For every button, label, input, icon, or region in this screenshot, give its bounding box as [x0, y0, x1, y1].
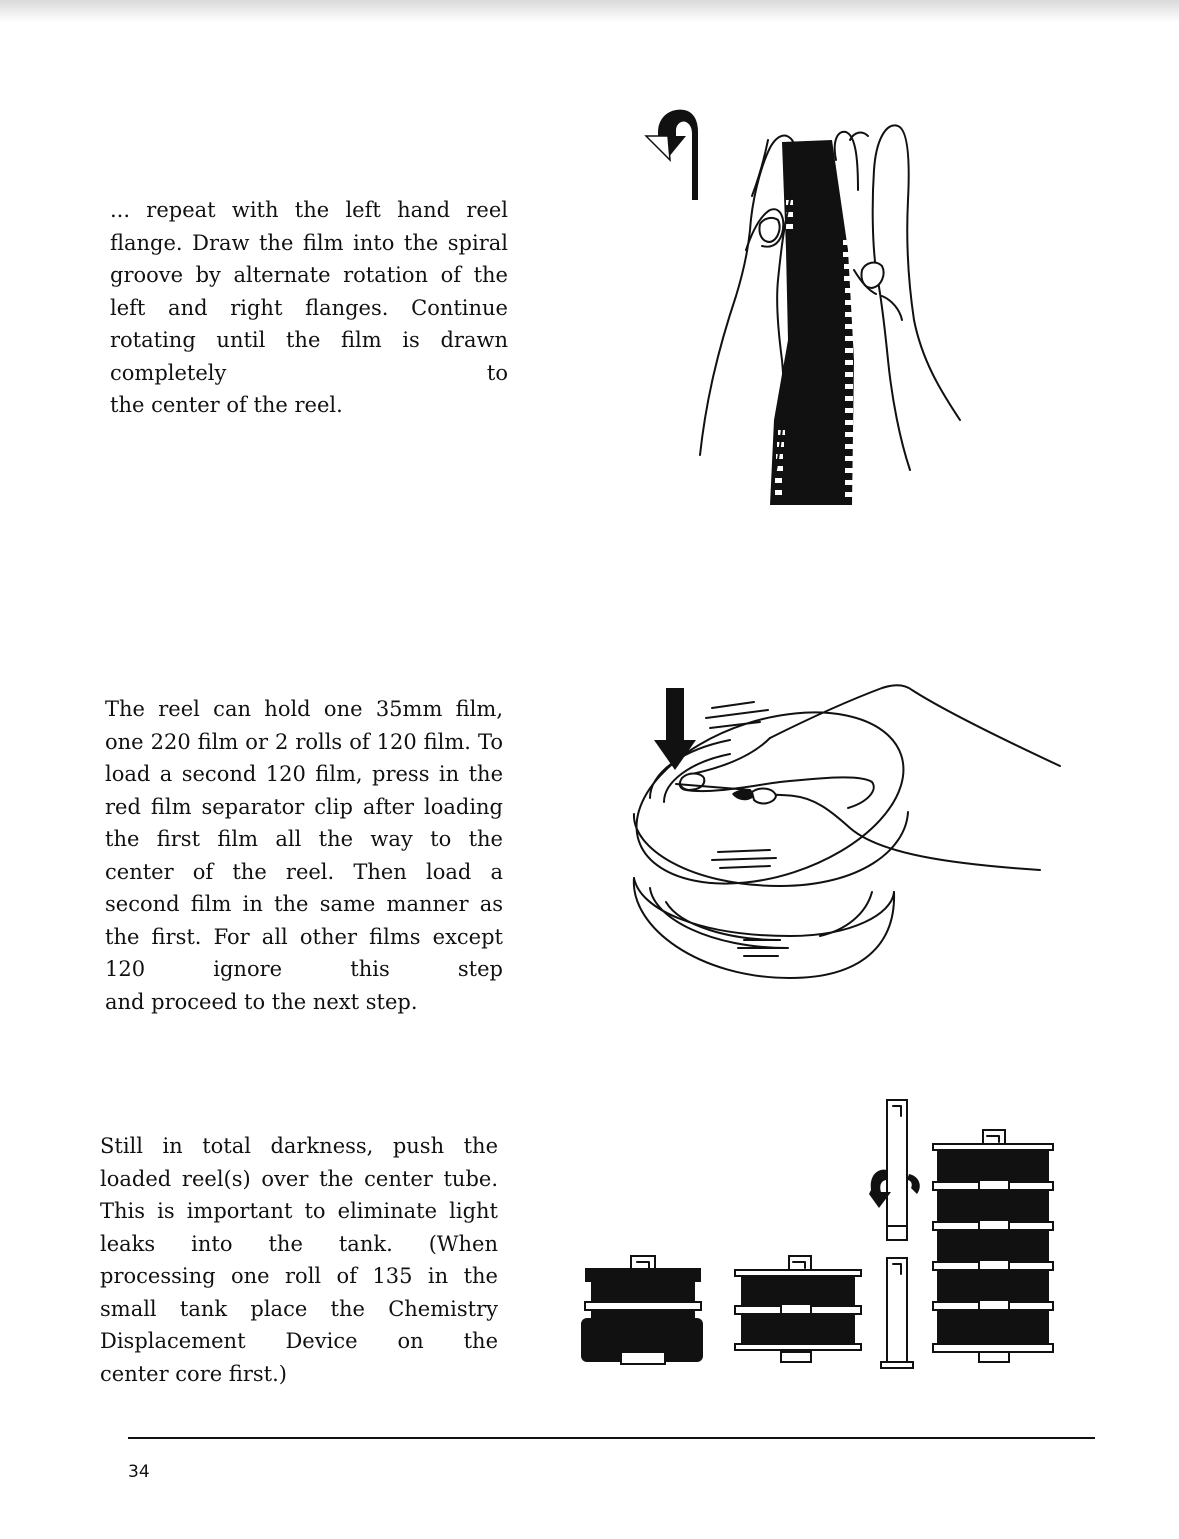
text-line: and proceed to the next step.	[105, 989, 418, 1014]
illustration-hands-rotating-reel	[610, 100, 980, 510]
lower-reel	[634, 878, 894, 978]
step-text-second-120-film	[105, 693, 503, 1018]
text-line: until the film is drawn completely to	[110, 328, 508, 385]
film-strip	[770, 140, 854, 505]
text-line: first film all the way to the center of	[105, 827, 503, 884]
scan-edge-shadow	[0, 0, 1179, 22]
text-line: important to eliminate light leaks into	[100, 1199, 498, 1256]
text-line: Chemistry Displacement Device on the	[100, 1296, 498, 1353]
text-line: the reel. Then load a second film in	[105, 859, 503, 916]
two-reel-stack	[735, 1256, 861, 1362]
hand-pressing-clip	[770, 685, 1060, 766]
text-line: the same manner as the first. For all	[105, 892, 503, 949]
text-line: flange. Draw the film into the spiral	[110, 230, 508, 255]
text-line: ... repeat with the left hand reel	[110, 198, 508, 222]
rotation-arrow-icon	[648, 110, 698, 200]
text-line: center core first.)	[100, 1361, 287, 1386]
text-line: red film separator clip after loading the	[105, 794, 503, 851]
text-line: the center of the reel.	[110, 393, 343, 417]
text-line: Still in total darkness, push the loaded	[100, 1134, 498, 1191]
text-line: and right flanges. Continue rotating	[110, 295, 508, 352]
text-line: The reel can hold one 35mm film, one	[105, 697, 503, 754]
reel-with-displacement-device	[581, 1256, 703, 1364]
text-line: 135 in the small tank place the	[100, 1264, 498, 1321]
footer-rule	[128, 1437, 1095, 1439]
illustration-separator-clip	[620, 678, 1065, 983]
press-down-arrow-icon	[654, 688, 696, 770]
illustration-reels-on-center-tube	[575, 1090, 1065, 1375]
text-line: 220 film or 2 rolls of 120 film. To	[150, 729, 503, 754]
text-line: the tank. (When processing one roll of	[100, 1231, 498, 1288]
step-text-push-reels-over-tube	[100, 1130, 498, 1390]
center-tube	[869, 1100, 920, 1368]
text-line: load a second 120 film, press in the	[105, 762, 503, 786]
page-number: 34	[128, 1462, 150, 1482]
text-line: reel(s) over the center tube. This is	[100, 1166, 499, 1223]
five-reel-stack	[933, 1130, 1053, 1362]
step-text-rotate-flanges	[110, 194, 508, 422]
text-line: other films except 120 ignore this step	[105, 924, 503, 981]
text-line: groove by alternate rotation of the left	[110, 263, 508, 320]
